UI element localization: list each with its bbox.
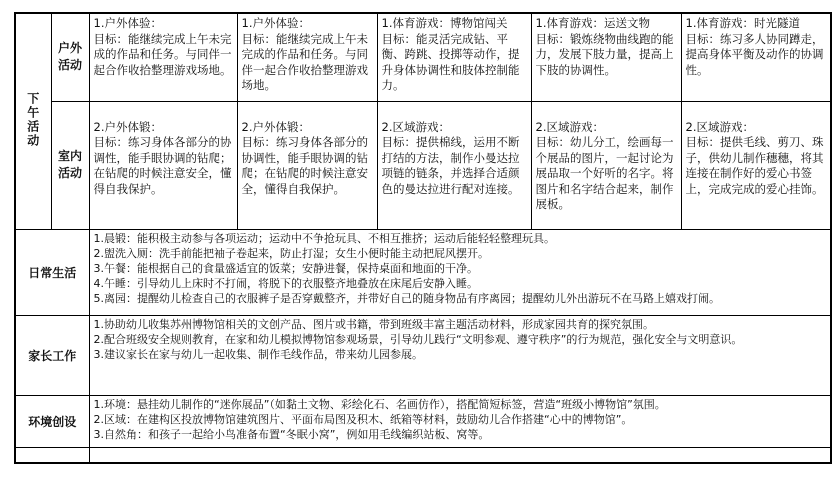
indoor-cell-wed bbox=[377, 101, 531, 229]
indoor-label-line2: 活动 bbox=[57, 166, 82, 180]
outdoor-label-line1: 户外 bbox=[57, 41, 82, 56]
activity-title: 2.区域游戏： bbox=[535, 119, 604, 134]
daily-item: 1.晨锻：能积极主动参与各项运动；运动中不争抢玩具、不相互推挤；运动后能轻轻整理玩具。 bbox=[93, 231, 555, 245]
activity-goal: 目标：能继续完成上午未完成的作品和任务。与同伴一起合作收拾整理游戏场地。 bbox=[93, 31, 232, 77]
daily-item: 3.午餐：能根据自己的食量盛适宜的饭菜；安静进餐，保持桌面和地面的干净。 bbox=[93, 261, 478, 275]
daily-item: 4.午睡：引导幼儿上床时不打闹，将脱下的衣服整齐地叠放在床尾后安静入睡。 bbox=[93, 276, 478, 290]
environment-content bbox=[89, 395, 831, 447]
activity-goal: 目标：锻炼绕物曲线跑的能力，发展下肢力量，提高上下肢的协调性。 bbox=[535, 31, 674, 77]
family-label: 家长工作 bbox=[28, 348, 77, 363]
family-header bbox=[15, 315, 89, 395]
environment-item: 1.环境：悬挂幼儿制作的“迷你展品”（如黏土文物、彩绘化石、名画仿作），搭配简短标签，营造“班级小博物馆”氛围。 bbox=[93, 397, 666, 411]
activity-title: 1.户外体验： bbox=[93, 16, 162, 30]
activity-goal: 目标：提供棉线，运用不断打结的方法，制作小曼达拉项链的链条，并选择合适颜色的曼达拉进行配对连接。 bbox=[381, 135, 520, 196]
daily-life-header bbox=[15, 229, 89, 315]
outdoor-cell-thu bbox=[531, 13, 681, 101]
activity-goal: 目标：提供毛线、剪刀、珠子，供幼儿制作穗穗，将其连接在制作好的爱心书签上，完成完成的爱心挂饰。 bbox=[685, 135, 824, 196]
activity-title: 1.体育游戏：时光隧道 bbox=[685, 16, 800, 30]
activity-title: 1.体育游戏：博物馆闯关 bbox=[381, 16, 508, 30]
outdoor-cell-mon bbox=[89, 13, 237, 101]
daily-life-content bbox=[89, 229, 831, 315]
environment-row bbox=[15, 395, 831, 447]
afternoon-section-label: 下午活动 bbox=[25, 91, 40, 148]
outdoor-cell-fri bbox=[681, 13, 831, 101]
family-row bbox=[15, 315, 831, 395]
environment-label: 环境创设 bbox=[28, 414, 77, 429]
indoor-cell-tue bbox=[237, 101, 377, 229]
empty-row bbox=[15, 447, 831, 463]
daily-item: 2.盥洗入厕：洗手前能把袖子卷起来，防止打湿；女生小便时能主动把屁风摆开。 bbox=[93, 246, 489, 260]
indoor-cell-fri bbox=[681, 101, 831, 229]
activity-goal: 目标：能灵活完成钻、平衡、跨跳、投掷等动作，提升身体协调性和肢体控制能力。 bbox=[381, 31, 520, 92]
outdoor-cell-wed bbox=[377, 13, 531, 101]
outdoor-label-line2: 活动 bbox=[57, 58, 82, 73]
activity-title: 2.户外体锻： bbox=[241, 119, 310, 134]
activity-title: 1.户外体验： bbox=[241, 16, 310, 30]
environment-item: 2.区域：在建构区投放博物馆建筑图片、平面布局图及积木、纸箱等材料，鼓励幼儿合作搭建“心中的博物馆”。 bbox=[93, 412, 633, 426]
family-item: 1.协助幼儿收集苏州博物馆相关的文创产品、图片或书籍，带到班级丰富主题活动材料，形成家园共育的探究氛围。 bbox=[93, 317, 654, 331]
activity-goal: 目标：能继续完成上午未完成的作品和任务。与同伴一起合作收拾整理游戏场地。 bbox=[241, 31, 368, 92]
activity-title: 2.户外体锻： bbox=[93, 119, 162, 134]
daily-item: 5.离园：提醒幼儿检查自己的衣服裤子是否穿戴整齐，并带好自己的随身物品有序离园；提醒幼儿外出游玩不在马路上嬉戏打闹。 bbox=[93, 291, 720, 305]
empty-header-cell bbox=[15, 447, 89, 463]
activity-title: 2.区域游戏： bbox=[381, 119, 450, 134]
activity-title: 1.体育游戏：运送文物 bbox=[535, 16, 650, 30]
daily-life-row bbox=[15, 229, 831, 315]
activity-goal: 目标：练习身体各部分的协调性，能手眼协调的钻爬；在钻爬的时候注意安全，懂得自我保护。 bbox=[241, 135, 368, 196]
outdoor-cell-tue bbox=[237, 13, 377, 101]
weekly-plan-sheet bbox=[14, 12, 830, 482]
activity-goal: 目标：练习身体各部分的协调性，能手眼协调的钻爬；在钻爬的时候注意安全，懂得自我保护。 bbox=[93, 135, 232, 196]
environment-item: 3.自然角：和孩子一起给小鸟准备布置“冬眠小窝”，例如用毛线编织站板、窝等。 bbox=[93, 427, 490, 441]
activity-goal: 目标：练习多人协同蹲走，提高身体平衡及动作的协调性。 bbox=[685, 31, 824, 77]
family-content bbox=[89, 315, 831, 395]
afternoon-outdoor-row bbox=[15, 13, 831, 101]
indoor-label-line1: 室内 bbox=[57, 149, 82, 163]
daily-life-label: 日常生活 bbox=[28, 265, 77, 280]
family-item: 2.配合班级安全规则教育，在家和幼儿模拟博物馆参观场景，引导幼儿践行“文明参观、遵守秩序”的行为规范，强化安全与文明意识。 bbox=[93, 332, 743, 346]
indoor-cell-thu bbox=[531, 101, 681, 229]
indoor-cell-mon bbox=[89, 101, 237, 229]
weekly-plan-table bbox=[14, 12, 832, 464]
afternoon-section-header bbox=[15, 13, 51, 229]
outdoor-header bbox=[51, 13, 89, 101]
indoor-header bbox=[51, 101, 89, 229]
environment-header bbox=[15, 395, 89, 447]
empty-content-cell bbox=[89, 447, 831, 463]
family-item: 3.建议家长在家与幼儿一起收集、制作毛线作品，带来幼儿园参展。 bbox=[93, 347, 423, 361]
activity-goal: 目标：幼儿分工，绘画每一个展品的图片，一起讨论为展品取一个好听的名字。将图片和名字结合起来，制作展板。 bbox=[535, 135, 674, 211]
activity-title: 2.区域游戏： bbox=[685, 119, 754, 134]
afternoon-indoor-row bbox=[15, 101, 831, 229]
